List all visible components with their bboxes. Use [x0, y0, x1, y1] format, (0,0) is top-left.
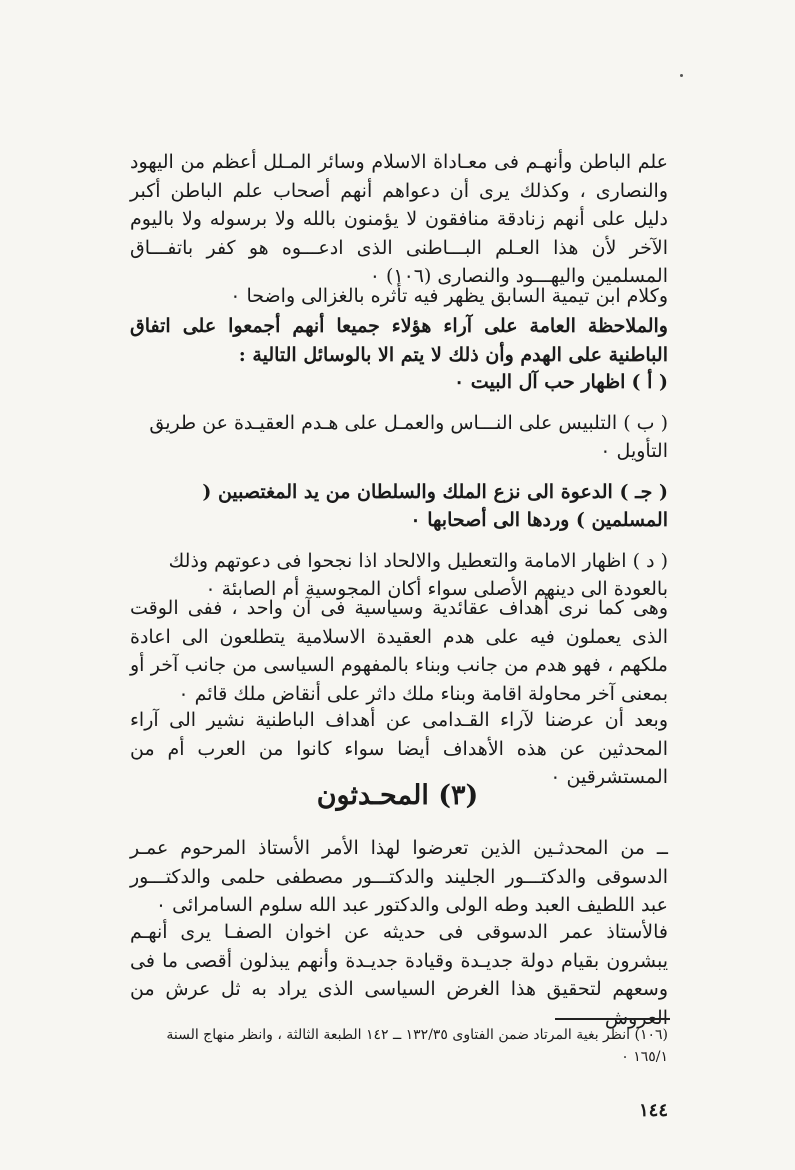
footnote: (١٠٦) انظر بغية المرتاد ضمن الفتاوى ١٣٢/٣٥ ــ ١٤٢ الطبعة الثالثة ، وانظر منهاج السنة ١٦٥/١ ٠	[166, 1027, 668, 1065]
list-marker: ( ب )	[623, 411, 668, 434]
list-item	[130, 478, 668, 535]
paragraph-political-goals: وهى كما نرى أهداف عقائدية وسياسية فى آن واحد ، ففى الوقت الذى يعملون فيه على هدم العقيدة الاسلامية يتطلعون الى اعادة ملكهم ، فهو هدم من جانب وبناء بالمفهوم السياسى من جانب آخر أو بمعنى آخر محاولة اقامة وبناء ملك داثر على أنقاض ملك قائم ٠	[130, 597, 668, 705]
list-item	[130, 368, 668, 397]
paragraph-transition: وبعد أن عرضنا لآراء القـدامى عن أهداف الباطنية نشير الى آراء المحدثين عن هذه الأهداف أيضا سواء كانوا من العرب أم من المستشرقين ٠	[130, 709, 668, 788]
list-marker: ( د )	[632, 549, 668, 572]
list-text: اظهار حب آل البيت ٠	[453, 371, 626, 393]
paragraph-dasuqi: فالأستاذ عمر الدسوقى فى حديثه عن اخوان الصفـا يرى أنهـم يبشرون بقيام دولة جديـدة وقيادة جديـدة وأنهم يبذلون أقصى ما فى وسعهم لتحقيق هذا الغرض السياسى الذى يراد به ثل عرش من العروش	[130, 921, 668, 1029]
list-marker: ( جـ )	[619, 480, 668, 503]
section-heading: (٣) المحـدثون	[316, 780, 479, 811]
paragraph-batiniyya-hostility: علم الباطن وأنهـم فى معـاداة الاسلام وسائر المـلل أعظم من اليهود والنصارى ، وكذلك يرى أن دعواهم أنهم أصحاب علم الباطن أكبر دليل على أنهم زنادقة منافقون لا يؤمنون بالله ولا برسوله ولا باليوم الآخر لأن هذا العـلم البـــاطنى الذى ادعـــوه هو كفر باتفـــاق المسلمين واليهـــود والنصارى (١٠٦) ٠	[130, 151, 668, 287]
list-text: اظهار الامامة والتعطيل والالحاد اذا نجحوا فى دعوتهم وذلك بالعودة الى دينهم الأصلى سواء أكان المجوسية أم الصابئة ٠	[168, 549, 668, 600]
list-text: التلبيس على النـــاس والعمـل على هـدم العقيـدة عن طريق التأويل ٠	[149, 411, 668, 462]
paragraph-modern-scholars: ــ من المحدثـين الذين تعرضوا لهذا الأمر الأستاذ المرحوم عمـر الدسوقى والدكتـــور الجليند والدكتـــور مصطفى حلمى والدكتـــور عبد اللطيف العبد وطه الولى والدكتور عبد الله سلوم السامرائى ٠	[130, 837, 668, 916]
page-number: ١٤٤	[638, 1100, 668, 1121]
list-text: الدعوة الى نزع الملك والسلطان من يد المغتصبين ( المسلمين ) وردها الى أصحابها ٠	[202, 480, 668, 531]
scan-speck	[680, 74, 683, 77]
list-marker: ( أ )	[631, 371, 668, 393]
list-item	[130, 409, 668, 466]
paragraph-ibn-taymiyya: وكلام ابن تيمية السابق يظهر فيه تأثره بالغزالى واضحا ٠	[230, 285, 668, 307]
paragraph-general-observation: والملاحظة العامة على آراء هؤلاء جميعا أنهم أجمعوا على اتفاق الباطنية على الهدم وأن ذلك لا يتم الا بالوسائل التالية :	[130, 315, 668, 366]
means-list	[130, 368, 668, 616]
footnote-divider	[555, 1018, 670, 1020]
